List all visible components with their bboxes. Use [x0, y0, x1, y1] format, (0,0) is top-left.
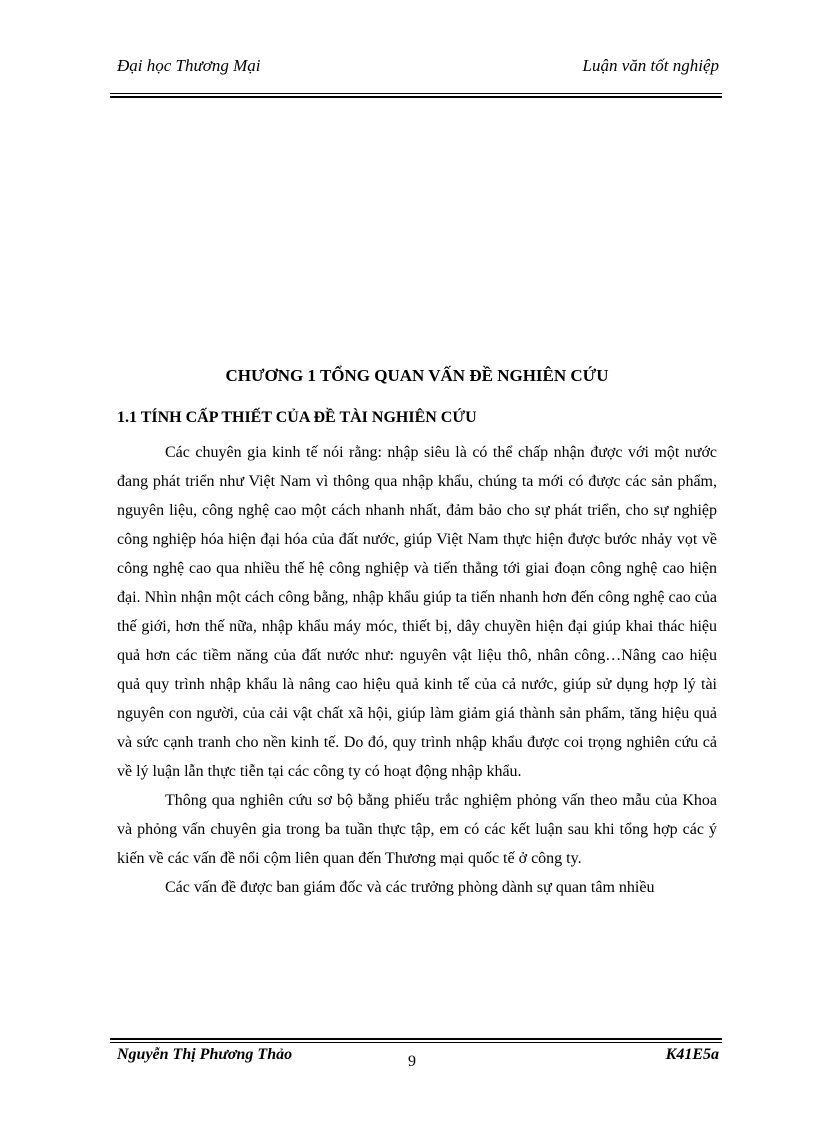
paragraph-3: Các vấn đề được ban giám đốc và các trưởng phòng dành sự quan tâm nhiều	[165, 879, 655, 896]
paragraph-2: Thông qua nghiên cứu sơ bộ bằng phiếu trắc nghiệm phỏng vấn theo mẫu của Khoa và phỏng vấn chuyên gia trong ba tuần thực tập, em có các kết luận sau khi tổng hợp các ý kiến về các vấn đề nổi cộm liên quan đến Thương mại quốc tế ở công ty.	[117, 792, 717, 867]
footer-divider	[110, 1042, 722, 1043]
footer-class-code: K41E5a	[665, 1046, 719, 1063]
header-right-thesis: Luận văn tốt nghiệp	[582, 56, 719, 75]
chapter-title: CHƯƠNG 1 TỔNG QUAN VẤN ĐỀ NGHIÊN CỨU	[225, 366, 609, 385]
section-heading: 1.1 TÍNH CẤP THIẾT CỦA ĐỀ TÀI NGHIÊN CỨU	[117, 409, 477, 426]
footer-divider-thick	[110, 1038, 722, 1040]
body-text	[117, 438, 717, 902]
header-left-university: Đại học Thương Mại	[117, 56, 261, 75]
paragraph-1: Các chuyên gia kinh tế nói rằng: nhập siêu là có thể chấp nhận được với một nước đang phát triển như Việt Nam vì thông qua nhập khẩu, chúng ta mới có được các sản phẩm, nguyên liệu, công nghệ cao một cách nhanh nhất, đảm bảo cho sự phát triển, cho sự nghiệp công nghiệp hóa hiện đại hóa của đất nước, giúp Việt Nam thực hiện được bước nhảy vọt về công nghệ cao qua nhiều thế hệ công nghiệp và tiến thẳng tới giai đoạn công nghệ cao hiện đại. Nhìn nhận một cách công bằng, nhập khẩu giúp ta tiến nhanh hơn đến công nghệ cao của thế giới, hơn thế nữa, nhập khẩu máy móc, thiết bị, dây chuyền hiện đại giúp khai thác hiệu quả hơn các tiềm năng của đất nước như: nguyên vật liệu thô, nhân công…Nâng cao hiệu quả quy trình nhập khẩu là nâng cao hiệu quả kinh tế của cả nước, giúp sử dụng hợp lý tài nguyên con người, của cải vật chất xã hội, giúp làm giảm giá thành sản phẩm, tăng hiệu quả và sức cạnh tranh cho nền kinh tế. Do đó, quy trình nhập khẩu được coi trọng nghiên cứu cả về lý luận lẫn thực tiễn tại các công ty có hoạt động nhập khẩu.	[117, 444, 717, 780]
header-divider-thick	[110, 96, 722, 98]
header-divider	[110, 93, 722, 94]
footer-author: Nguyễn Thị Phương Thảo	[117, 1046, 293, 1063]
page-number: 9	[408, 1053, 416, 1070]
